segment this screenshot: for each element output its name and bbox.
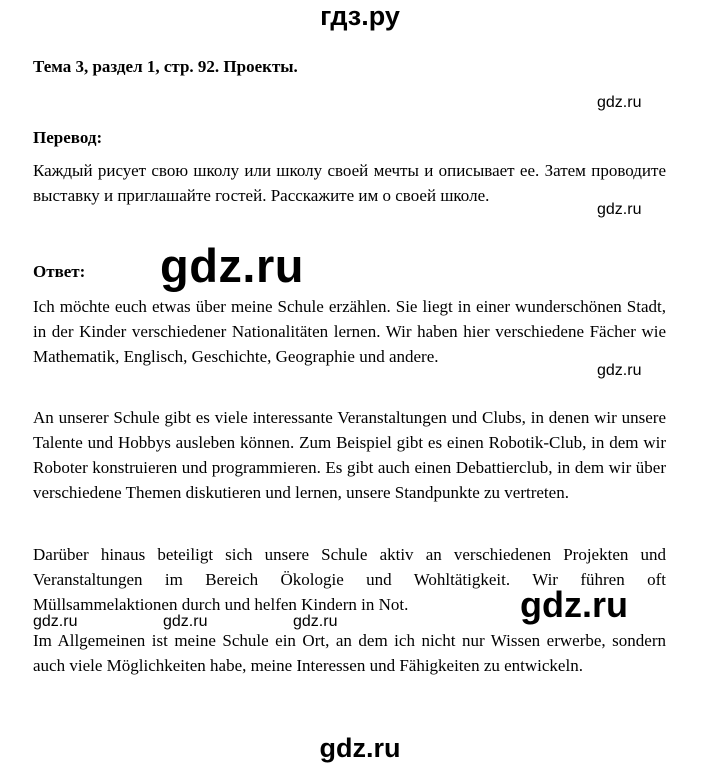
watermark: gdz.ru bbox=[33, 613, 78, 630]
watermark: gdz.ru bbox=[597, 362, 642, 379]
answer-paragraph-1: Ich möchte euch etwas über meine Schule erzählen. Sie liegt in einer wunderschönen Stadt, in der Kinder verschiedener Nationalitäten lernen. Wir haben hier verschiedene Fächer wie Mathematik, Englisch, Geschichte, Geographie und andere. bbox=[33, 297, 666, 366]
translation-text: Каждый рисует свою школу или школу своей мечты и описывает ее. Затем проводите выставку и приглашайте гостей. Расскажите им о своей школе. bbox=[33, 161, 666, 205]
page-title: Тема 3, раздел 1, стр. 92. Проекты. bbox=[33, 57, 298, 76]
site-header: гдз.ру bbox=[320, 1, 400, 31]
answer-paragraph-2: An unserer Schule gibt es viele interessante Veranstaltungen und Clubs, in denen wir unsere Talente und Hobbys ausleben können. Zum Beispiel gibt es einen Robotik-Club, in dem wir Roboter konstruieren und programmieren. Es gibt auch einen Debattierclub, in dem wir über verschiedene Themen diskutieren und lernen, unsere Standpunkte zu vertreten. bbox=[33, 408, 666, 502]
translation-heading: Перевод: bbox=[33, 128, 103, 147]
watermark: gdz.ru bbox=[293, 613, 338, 630]
footer-watermark: gdz.ru bbox=[319, 733, 401, 763]
answer-paragraph-4: Im Allgemeinen ist meine Schule ein Ort, an dem ich nicht nur Wissen erwerbe, sondern auch viele Möglichkeiten habe, meine Interessen und Fähigkeiten zu entwickeln. bbox=[33, 631, 666, 675]
watermark: gdz.ru bbox=[163, 613, 208, 630]
watermark-medium: gdz.ru bbox=[520, 584, 628, 625]
answer-paragraph-3: Darüber hinaus beteiligt sich unsere Schule aktiv an verschiedenen Projekten und Veranstaltungen im Bereich Ökologie und Wohltätigkeit. Wir führen oft Müllsammelaktionen durch und helfen Kindern in Not. bbox=[33, 545, 666, 614]
watermark: gdz.ru bbox=[597, 94, 642, 111]
answer-heading: Ответ: bbox=[33, 262, 86, 281]
watermark-large: gdz.ru bbox=[160, 239, 304, 292]
watermark: gdz.ru bbox=[597, 201, 642, 218]
